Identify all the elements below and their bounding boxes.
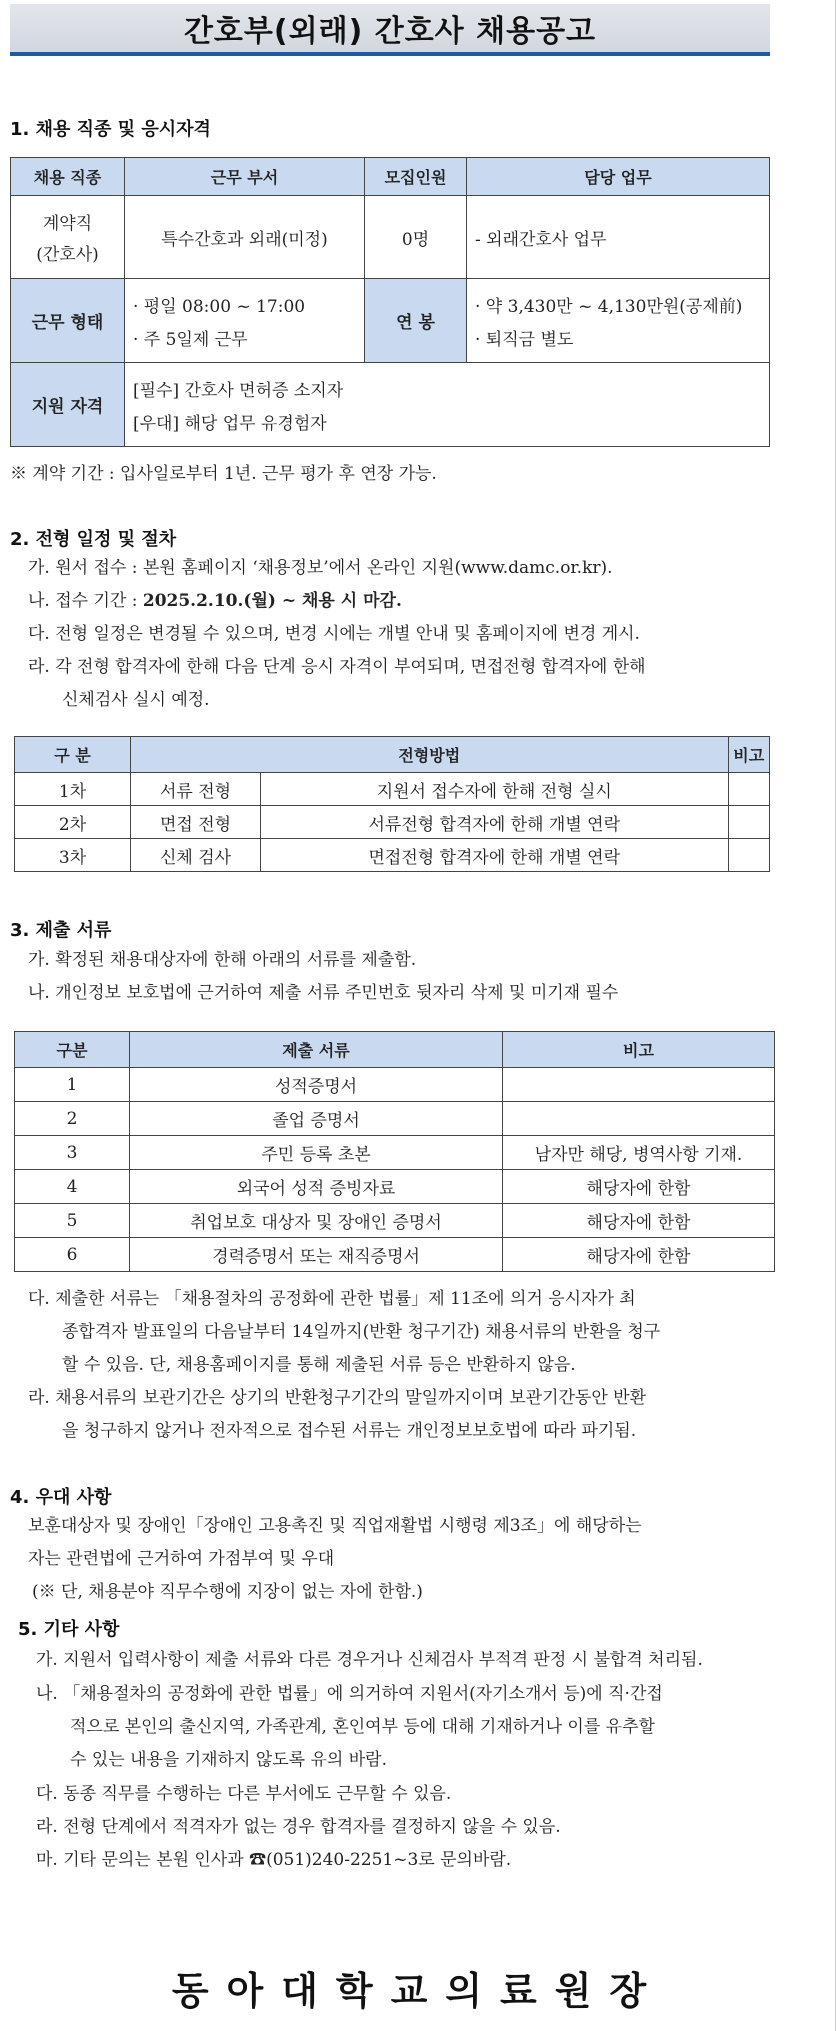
job-table-header: 채용 직종 xyxy=(11,158,125,196)
doc-number: 4 xyxy=(15,1170,130,1204)
section-2-item: 라. 각 전형 합격자에 한해 다음 단계 응시 자격이 부여되며, 면접전형 합격자에 한해 xyxy=(28,657,646,677)
qual-line: [우대] 해당 업무 유경험자 xyxy=(133,413,327,434)
documents-table-header: 비고 xyxy=(503,1032,775,1068)
desc-cell: 서류전형 합격자에 한해 개별 연락 xyxy=(261,806,729,839)
stage-cell: 3차 xyxy=(15,839,131,872)
note-cell xyxy=(728,839,769,872)
section-3-item: 할 수 있음. 단, 채용홈페이지를 통해 제출된 서류 등은 반환하지 않음. xyxy=(62,1355,576,1375)
process-table xyxy=(14,736,770,872)
section-5-item: 가. 지원서 입력사항이 제출 서류와 다른 경우거나 신체검사 부적격 판정 시 불합격 처리됨. xyxy=(36,1650,703,1670)
table-row xyxy=(15,806,770,839)
documents-table-header: 제출 서류 xyxy=(130,1032,503,1068)
documents-table xyxy=(14,1031,775,1272)
section-5-item: 수 있는 내용을 기재하지 않도록 유의 바람. xyxy=(70,1750,388,1770)
title-banner xyxy=(10,4,770,56)
table-row xyxy=(15,1204,775,1238)
section-3-item: 가. 확정된 채용대상자에 한해 아래의 서류를 제출함. xyxy=(28,950,417,970)
section-3-item: 종합격자 발표일의 다음날부터 14일까지(반환 청구기간) 채용서류의 반환을 청구 xyxy=(62,1322,661,1342)
doc-name: 주민 등록 초본 xyxy=(130,1136,503,1170)
doc-name: 외국어 성적 증빙자료 xyxy=(130,1170,503,1204)
doc-number: 1 xyxy=(15,1068,130,1102)
process-table-header: 전형방법 xyxy=(131,737,729,773)
job-type-line: 계약직 xyxy=(42,214,93,234)
process-table-header: 비고 xyxy=(728,737,769,773)
section-4-heading: 4. 우대 사항 xyxy=(10,1487,112,1508)
section-5-item: 다. 동종 직무를 수행하는 다른 부서에도 근무할 수 있음. xyxy=(36,1784,452,1804)
section-5-item: 라. 전형 단계에서 적격자가 없는 경우 합격자를 결정하지 않을 수 있음. xyxy=(36,1817,561,1837)
department-cell: 특수간호과 외래(미정) xyxy=(125,196,365,279)
section-2-item xyxy=(28,591,402,611)
stage-cell: 2차 xyxy=(15,806,131,839)
note-cell xyxy=(728,806,769,839)
doc-number: 6 xyxy=(15,1238,130,1272)
section-5-item: 마. 기타 문의는 본원 인사과 ☎(051)240-2251~3로 문의바람. xyxy=(36,1850,512,1870)
doc-name: 경력증명서 또는 재직증명서 xyxy=(130,1238,503,1272)
table-row xyxy=(15,1170,775,1204)
job-type-line: (간호사) xyxy=(36,245,99,265)
table-row xyxy=(15,1238,775,1272)
table-row xyxy=(15,1102,775,1136)
doc-name: 졸업 증명서 xyxy=(130,1102,503,1136)
headcount-cell: 0명 xyxy=(365,196,467,279)
work-line: · 평일 08:00 ~ 17:00 xyxy=(133,296,306,317)
table-row xyxy=(15,1136,775,1170)
table-row xyxy=(15,1068,775,1102)
doc-name: 취업보호 대상자 및 장애인 증명서 xyxy=(130,1204,503,1238)
deadline-value: 2025.2.10.(월) ~ 채용 시 마감. xyxy=(142,591,402,611)
duty-cell: - 외래간호사 업무 xyxy=(467,196,770,279)
section-5-item: 적으로 본인의 출신지역, 가족관계, 혼인여부 등에 대해 기재하거나 이를 유추할 xyxy=(70,1717,655,1737)
section-4-line: 자는 관련법에 근거하여 가점부여 및 우대 xyxy=(28,1549,335,1569)
work-cell xyxy=(125,279,365,363)
section-3-item: 라. 채용서류의 보관기간은 상기의 반환청구기간의 말일까지이며 보관기간동안 반환 xyxy=(28,1388,646,1408)
job-table-header: 모집인원 xyxy=(365,158,467,196)
doc-note: 해당자에 한함 xyxy=(503,1170,775,1204)
doc-number: 2 xyxy=(15,1102,130,1136)
work-label: 근무 형태 xyxy=(11,279,125,363)
qual-line: [필수] 간호사 면허증 소지자 xyxy=(133,380,344,401)
qual-label: 지원 자격 xyxy=(11,363,125,447)
desc-cell: 면접전형 합격자에 한해 개별 연락 xyxy=(261,839,729,872)
section-3-item: 다. 제출한 서류는 「채용절차의 공정화에 관한 법률」제 11조에 의거 응시자가 최 xyxy=(28,1289,636,1309)
table-row xyxy=(15,839,770,872)
section-2-item: 가. 원서 접수 : 본원 홈페이지 ‘채용정보’에서 온라인 지원(www.damc.or.kr). xyxy=(28,558,613,578)
job-table-header: 근무 부서 xyxy=(125,158,365,196)
page-title: 간호부(외래) 간호사 채용공고 xyxy=(183,14,597,49)
table-row xyxy=(15,773,770,806)
doc-note xyxy=(503,1102,775,1136)
contract-note: ※ 계약 기간 : 입사일로부터 1년. 근무 평가 후 연장 가능. xyxy=(10,464,437,484)
deadline-label: 나. 접수 기간 : xyxy=(28,591,143,611)
documents-table-header: 구분 xyxy=(15,1032,130,1068)
section-5-heading: 5. 기타 사항 xyxy=(18,1619,120,1640)
section-4-line: 보훈대상자 및 장애인「장애인 고용촉진 및 직업재활법 시행령 제3조」에 해당하는 xyxy=(28,1516,642,1536)
section-1-heading: 1. 채용 직종 및 응시자격 xyxy=(10,119,211,140)
type-cell: 서류 전형 xyxy=(131,773,261,806)
section-4-line: (※ 단, 채용분야 직무수행에 지장이 없는 자에 한함.) xyxy=(32,1582,423,1602)
section-5-item: 나. 「채용절차의 공정화에 관한 법률」에 의거하여 지원서(자기소개서 등)에 직·간접 xyxy=(36,1684,663,1704)
section-3-item: 을 청구하지 않거나 전자적으로 접수된 서류는 개인정보보호법에 따라 파기됨. xyxy=(62,1421,637,1441)
process-table-header: 구 분 xyxy=(15,737,131,773)
doc-note: 해당자에 한함 xyxy=(503,1204,775,1238)
salary-label: 연 봉 xyxy=(365,279,467,363)
desc-cell: 지원서 접수자에 한해 전형 실시 xyxy=(261,773,729,806)
section-3-heading: 3. 제출 서류 xyxy=(10,920,112,941)
note-cell xyxy=(728,773,769,806)
job-type-cell xyxy=(11,196,125,279)
doc-number: 5 xyxy=(15,1204,130,1238)
section-2-item: 신체검사 실시 예정. xyxy=(62,690,210,710)
qual-cell xyxy=(125,363,770,447)
salary-line: · 약 3,430만 ~ 4,130만원(공제前) xyxy=(475,296,743,317)
section-2-heading: 2. 전형 일정 및 절차 xyxy=(10,529,177,550)
doc-note: 해당자에 한함 xyxy=(503,1238,775,1272)
job-table-header: 담당 업무 xyxy=(467,158,770,196)
section-3-item: 나. 개인정보 보호법에 근거하여 제출 서류 주민번호 뒷자리 삭제 및 미기재 필수 xyxy=(28,983,619,1003)
doc-number: 3 xyxy=(15,1136,130,1170)
salary-line: · 퇴직금 별도 xyxy=(475,329,574,350)
issuer-signature: 동아대학교의료원장 xyxy=(171,1968,665,2013)
job-table xyxy=(10,157,770,447)
section-2-item: 다. 전형 일정은 변경될 수 있으며, 변경 시에는 개별 안내 및 홈페이지에 변경 게시. xyxy=(28,624,640,644)
doc-note: 남자만 해당, 병역사항 기재. xyxy=(503,1136,775,1170)
doc-name: 성적증명서 xyxy=(130,1068,503,1102)
doc-note xyxy=(503,1068,775,1102)
stage-cell: 1차 xyxy=(15,773,131,806)
salary-cell xyxy=(467,279,770,363)
type-cell: 신체 검사 xyxy=(131,839,261,872)
work-line: · 주 5일제 근무 xyxy=(133,329,248,350)
type-cell: 면접 전형 xyxy=(131,806,261,839)
